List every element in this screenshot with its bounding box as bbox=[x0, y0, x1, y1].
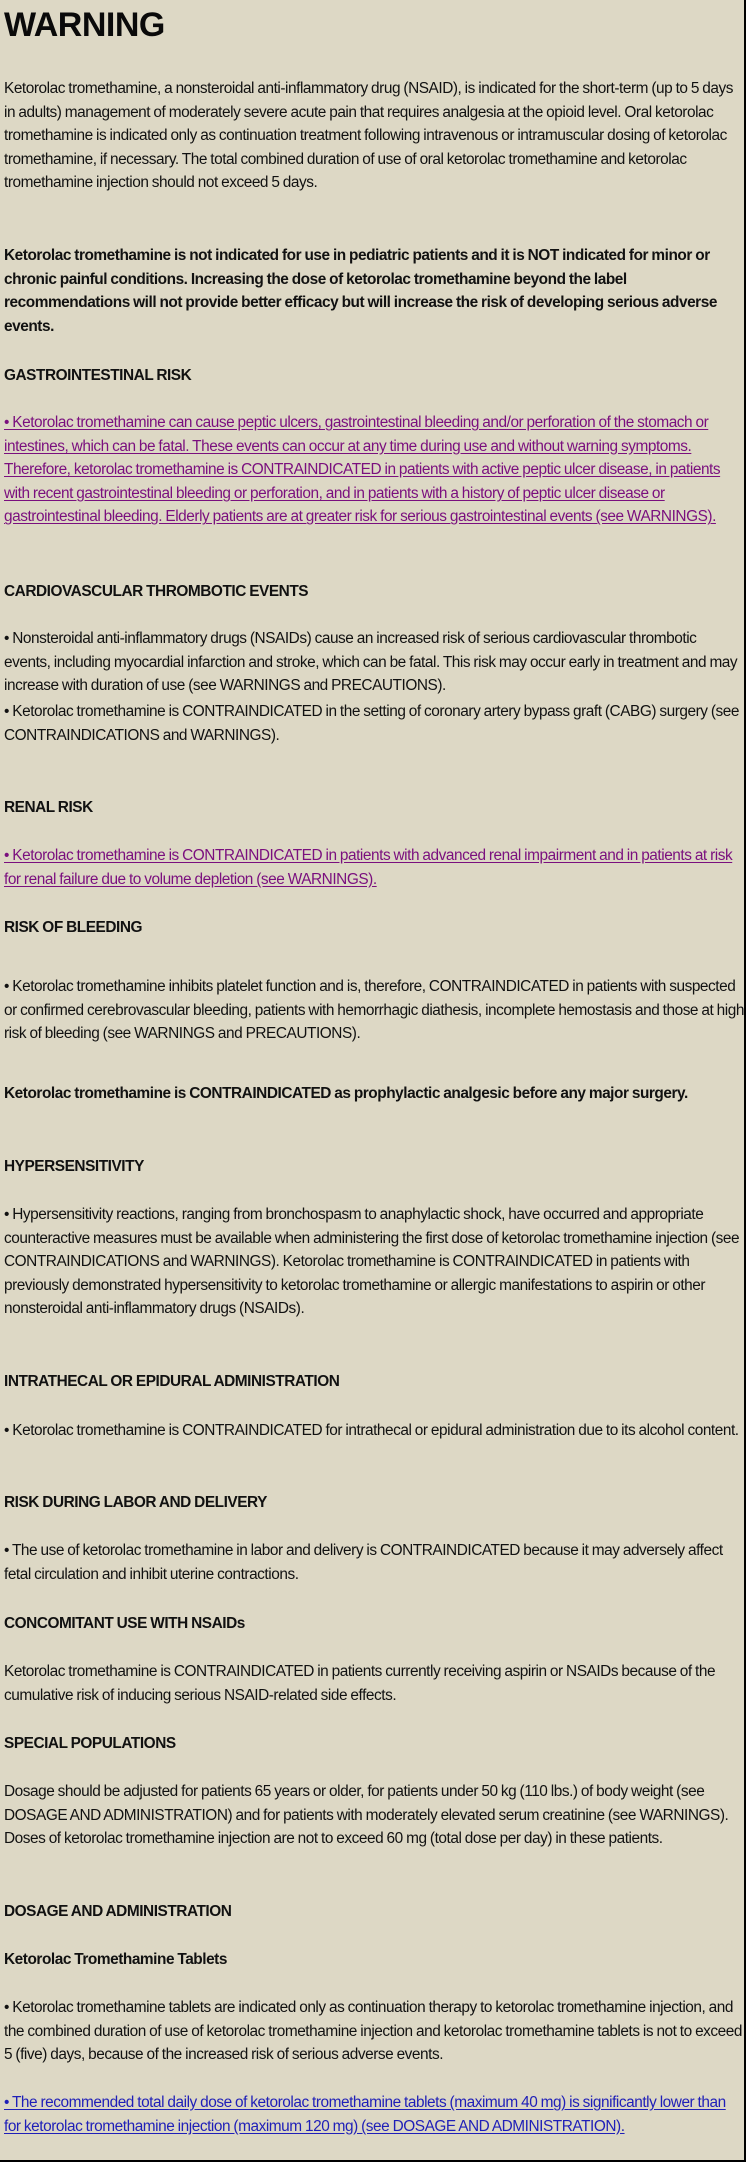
heading-renal-risk: RENAL RISK bbox=[4, 799, 93, 816]
subheading-tablets: Ketorolac Tromethamine Tablets bbox=[4, 1951, 227, 1968]
intro-bold-paragraph: Ketorolac tromethamine is not indicated for use in pediatric patients and it is NOT indicated for minor or chronic painful conditions. Increasing the dose of ketorolac tromethamine beyond the label recommendations will not provide better efficacy but will increase the risk of developing serious adverse events. bbox=[4, 247, 717, 335]
dosage-paragraph-1: • Ketorolac tromethamine tablets are indicated only as continuation therapy to ketorolac tromethamine injection, and the combined duration of use of ketorolac tromethamine injection and ketorolac tromethamine tablets is not to exceed 5 (five) days, because of the increased risk of serious adverse events. bbox=[4, 1999, 743, 2064]
labor-paragraph: • The use of ketorolac tromethamine in labor and delivery is CONTRAINDICATED because it may adversely affect fetal circulation and inhibit uterine contractions. bbox=[4, 1542, 723, 1583]
cv-paragraph-1: • Nonsteroidal anti-inflammatory drugs (NSAIDs) cause an increased risk of serious cardiovascular thrombotic events, including myocardial infarction and stroke, which can be fatal. This risk may occur early in treatment and may increase with duration of use (see WARNINGS and PRECAUTIONS). bbox=[4, 630, 738, 695]
heading-risk-of-bleeding: RISK OF BLEEDING bbox=[4, 919, 143, 936]
gi-risk-link[interactable]: • Ketorolac tromethamine can cause peptic ulcers, gastrointestinal bleeding and/or perforation of the stomach or intestines, which can be fatal. These events can occur at any time during use and without warning symptoms. Therefore, ketorolac tromethamine is CONTRAINDICATED in patients with active peptic ulcer disease, in patients with recent gastrointestinal bleeding or perforation, and in patients with a history of peptic ulcer disease or gastrointestinal bleeding. Elderly patients are at greater risk for serious gastrointestinal events (see WARNINGS). bbox=[4, 414, 721, 526]
bleeding-bold-paragraph: Ketorolac tromethamine is CONTRAINDICATED as prophylactic analgesic before any major surgery. bbox=[4, 1085, 688, 1102]
heading-intrathecal: INTRATHECAL OR EPIDURAL ADMINISTRATION bbox=[4, 1373, 340, 1390]
heading-gastrointestinal-risk: GASTROINTESTINAL RISK bbox=[4, 367, 192, 384]
page-title: WARNING bbox=[4, 6, 165, 44]
intro-paragraph: Ketorolac tromethamine, a nonsteroidal anti-inflammatory drug (NSAID), is indicated for the short-term (up to 5 days in adults) management of moderately severe acute pain that requires analgesia at the opioid level. Oral ketorolac tromethamine is indicated only as continuation treatment following intravenous or intramuscular dosing of ketorolac tromethamine, if necessary. The total combined duration of use of oral ketorolac tromethamine and ketorolac tromethamine injection should not exceed 5 days. bbox=[4, 80, 733, 192]
special-populations-paragraph: Dosage should be adjusted for patients 65 years or older, for patients under 50 kg (110 lbs.) of body weight (see DOSAGE AND ADMINISTRATION) and for patients with moderately elevated serum creatinine (see WARNINGS). Doses of ketorolac tromethamine injection are not to exceed 60 mg (total dose per day) in these patients. bbox=[4, 1783, 729, 1848]
hypersensitivity-paragraph: • Hypersensitivity reactions, ranging from bronchospasm to anaphylactic shock, have occurred and appropriate counteractive measures must be available when administering the first dose of ketorolac tromethamine injection (see CONTRAINDICATIONS and WARNINGS). Ketorolac tromethamine is CONTRAINDICATED in patients with previously demonstrated hypersensitivity to ketorolac tromethamine or allergic manifestations to aspirin or other nonsteroidal anti-inflammatory drugs (NSAIDs). bbox=[4, 1206, 740, 1318]
heading-special-populations: SPECIAL POPULATIONS bbox=[4, 1735, 176, 1752]
bleeding-paragraph: • Ketorolac tromethamine inhibits platelet function and is, therefore, CONTRAINDICATED in patients with suspected or confirmed cerebrovascular bleeding, patients with hemorrhagic diathesis, incomplete hemostasis and those at high risk of bleeding (see WARNINGS and PRECAUTIONS). bbox=[4, 978, 744, 1043]
heading-cardiovascular: CARDIOVASCULAR THROMBOTIC EVENTS bbox=[4, 583, 309, 600]
heading-hypersensitivity: HYPERSENSITIVITY bbox=[4, 1158, 144, 1175]
heading-concomitant-nsaids: CONCOMITANT USE WITH NSAIDs bbox=[4, 1615, 245, 1632]
intrathecal-paragraph: • Ketorolac tromethamine is CONTRAINDICATED for intrathecal or epidural administration due to its alcohol content. bbox=[4, 1422, 739, 1439]
heading-dosage-administration: DOSAGE AND ADMINISTRATION bbox=[4, 1903, 232, 1920]
cv-paragraph-2: • Ketorolac tromethamine is CONTRAINDICATED in the setting of coronary artery bypass graft (CABG) surgery (see CONTRAINDICATIONS and WARNINGS). bbox=[4, 703, 740, 744]
dosage-link[interactable]: • The recommended total daily dose of ketorolac tromethamine tablets (maximum 40 mg) is significantly lower than for ketorolac tromethamine injection (maximum 120 mg) (see DOSAGE AND ADMINISTRATION). bbox=[4, 2094, 726, 2135]
heading-labor-delivery: RISK DURING LABOR AND DELIVERY bbox=[4, 1494, 267, 1511]
renal-risk-link[interactable]: • Ketorolac tromethamine is CONTRAINDICATED in patients with advanced renal impairment and in patients at risk for renal failure due to volume depletion (see WARNINGS). bbox=[4, 847, 733, 888]
concomitant-paragraph: Ketorolac tromethamine is CONTRAINDICATED in patients currently receiving aspirin or NSAIDs because of the cumulative risk of inducing serious NSAID-related side effects. bbox=[4, 1663, 716, 1704]
